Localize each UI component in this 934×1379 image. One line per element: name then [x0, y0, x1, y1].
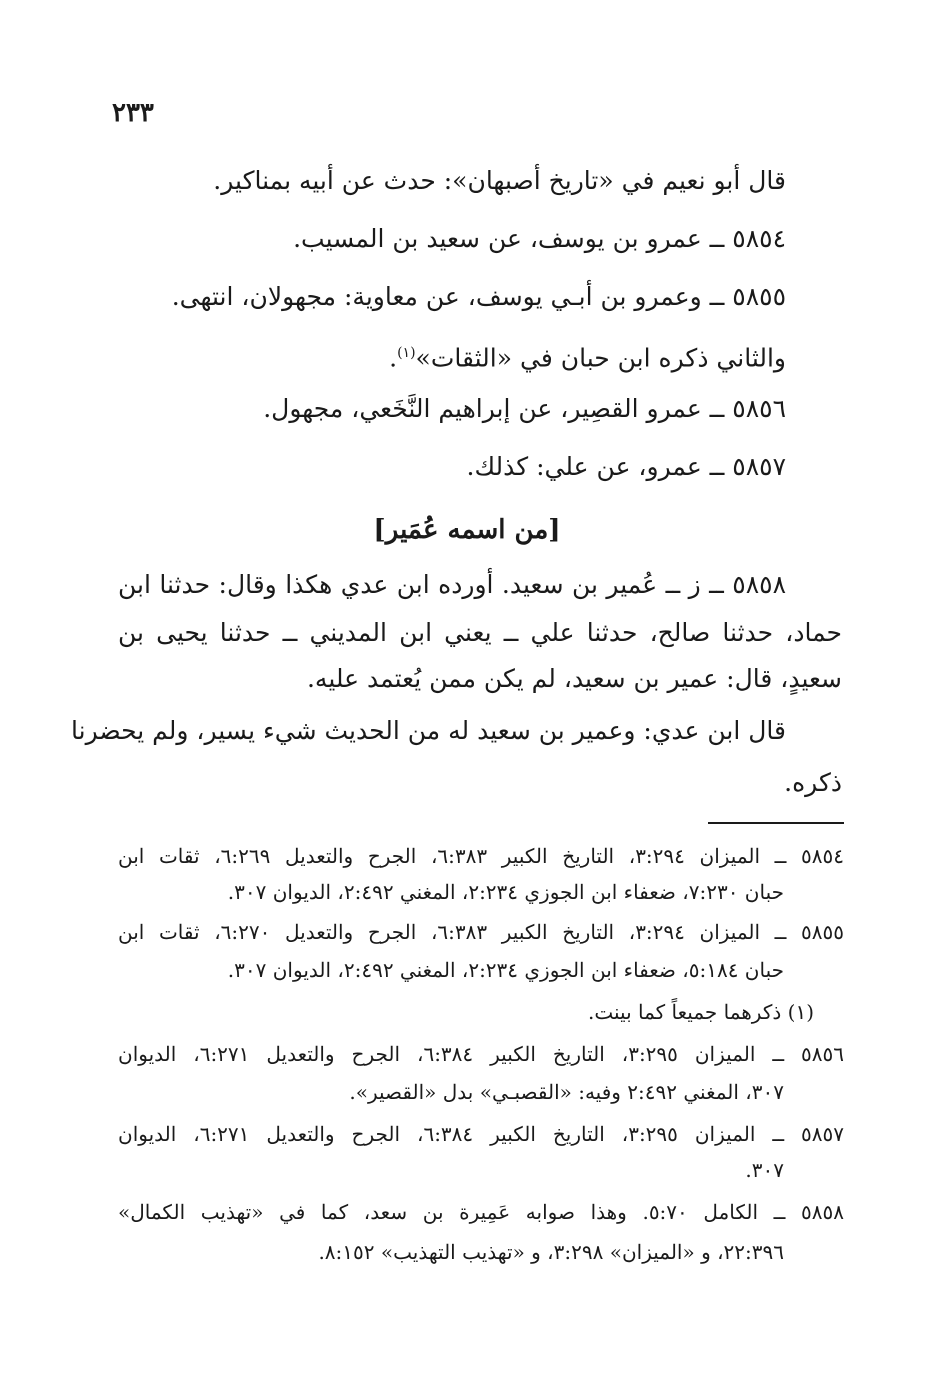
body-line-abu-nuaym: قال أبو نعيم في «تاريخ أصبهان»: حدث عن أبيه بمناكير.: [213, 166, 786, 195]
footnote-separator: [708, 822, 844, 824]
footnote-note-1: (١) ذكرهما جميعاً كما بينت.: [588, 1000, 814, 1024]
entry-5856: ٥٨٥٦ ــ عمرو القصِير، عن إبراهيم النَّخَعي، مجهول.: [263, 394, 786, 423]
footnote-ref-1: (١): [397, 345, 416, 361]
page-number: ٢٣٣: [112, 98, 154, 128]
footnote-5856-line-1: ٥٨٥٦ ــ الميزان ٣:٢٩٥، التاريخ الكبير ٦:٣٨٤، الجرح والتعديل ٦:٢٧١، الديوان: [118, 1042, 844, 1066]
entry-5858-line-2: حماد، حدثنا صالح، حدثنا علي ــ يعني ابن المديني ــ حدثنا يحيى بن: [118, 618, 842, 647]
body-line-ibn-hibban: [389, 336, 786, 375]
entry-5855: ٥٨٥٥ ــ وعمرو بن أبـي يوسف، عن معاوية: مجهولان، انتهى.: [171, 282, 786, 311]
footnote-5858-line-2: ٢٢:٣٩٦، و «الميزان» ٣:٢٩٨، و «تهذيب التهذيب» ٨:١٥٢.: [318, 1240, 784, 1264]
footnote-5854-line-1: ٥٨٥٤ ــ الميزان ٣:٢٩٤، التاريخ الكبير ٦:٣٨٣، الجرح والتعديل ٦:٢٦٩، ثقات ابن: [118, 844, 844, 868]
entry-5858-line-1: ٥٨٥٨ ــ ز ــ عُمير بن سعيد. أورده ابن عدي هكذا وقال: حدثنا ابن: [118, 570, 786, 599]
footnote-5854-line-2: حبان ٧:٢٣٠، ضعفاء ابن الجوزي ٢:٢٣٤، المغني ٢:٤٩٢، الديوان ٣٠٧.: [227, 880, 784, 904]
entry-5857: ٥٨٥٧ ــ عمرو، عن علي: كذلك.: [466, 452, 786, 481]
ibn-adi-line-1: قال ابن عدي: وعمير بن سعيد له من الحديث شيء يسير، ولم يحضرنا: [71, 716, 786, 745]
section-heading: [من اسمه عُمَير]: [373, 515, 561, 545]
ibn-hibban-text: والثاني ذكره ابن حبان في «الثقات»: [415, 343, 786, 373]
ibn-adi-line-2: ذكره.: [784, 768, 842, 797]
footnote-5856-line-2: ٣٠٧، المغني ٢:٤٩٢ وفيه: «القصبـي» بدل «القصير».: [349, 1080, 784, 1104]
footnote-5857-line-1: ٥٨٥٧ ــ الميزان ٣:٢٩٥، التاريخ الكبير ٦:٣٨٤، الجرح والتعديل ٦:٢٧١، الديوان: [118, 1122, 844, 1146]
footnote-5857-line-2: ٣٠٧.: [745, 1158, 784, 1182]
entry-5858-line-3: سعيدٍ، قال: عمير بن سعيد، لم يكن ممن يُعتمد عليه.: [306, 664, 842, 693]
footnote-5855-line-1: ٥٨٥٥ ــ الميزان ٣:٢٩٤، التاريخ الكبير ٦:٣٨٣، الجرح والتعديل ٦:٢٧٠، ثقات ابن: [118, 920, 844, 944]
footnote-5858-line-1: ٥٨٥٨ ــ الكامل ٥:٧٠. وهذا صوابه عَمِيرة بن سعد، كما في «تهذيب الكمال»: [118, 1200, 844, 1224]
entry-5854: ٥٨٥٤ ــ عمرو بن يوسف، عن سعيد بن المسيب.: [293, 224, 786, 253]
ibn-hibban-end: .: [389, 343, 398, 373]
footnote-5855-line-2: حبان ٥:١٨٤، ضعفاء ابن الجوزي ٢:٢٣٤، المغني ٢:٤٩٢، الديوان ٣٠٧.: [227, 958, 784, 982]
